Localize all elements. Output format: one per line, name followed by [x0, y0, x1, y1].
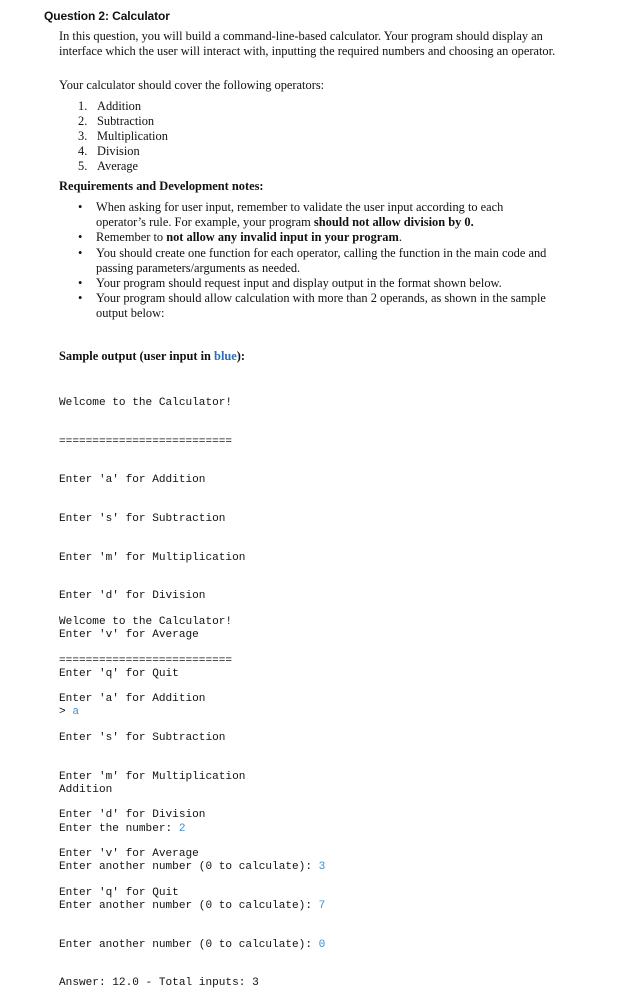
notes-list [78, 200, 548, 322]
user-input: 2 [178, 822, 186, 835]
user-input: 7 [318, 899, 326, 912]
note-text: . [398, 230, 402, 245]
menu-option: Enter 'v' for Average [59, 629, 199, 642]
item-label: Average [97, 159, 139, 173]
menu-option: Enter 'q' for Quit [59, 667, 179, 680]
note-text: When asking for user input, remember to validate the user input according to each operator’s rule. For example, your program [96, 200, 504, 230]
list-item [78, 99, 168, 114]
menu-option: Enter 'm' for Multiplication [59, 551, 246, 564]
divider-line: ========================== [59, 654, 233, 667]
sample-heading-prefix: Sample output (user input in [59, 349, 215, 363]
input-prompt: Enter the number: [59, 822, 179, 835]
item-label: Subtraction [97, 114, 155, 128]
menu-option: Enter 's' for Subtraction [59, 512, 226, 525]
item-number: 2. [78, 114, 88, 128]
item-label: Multiplication [97, 129, 168, 143]
menu-option: Enter 'a' for Addition [59, 693, 206, 706]
operation-name: Addition [59, 783, 113, 796]
operators-list [78, 99, 168, 174]
input-prompt: Enter another number (0 to calculate): [59, 938, 319, 951]
menu-option: Enter 's' for Subtraction [59, 731, 226, 744]
item-number: 3. [78, 129, 88, 143]
user-input: a [72, 706, 79, 719]
list-item [78, 129, 168, 144]
menu-option: Enter 'q' for Quit [59, 886, 179, 899]
sample-heading [59, 349, 559, 364]
input-prompt: Enter another number (0 to calculate): [59, 899, 319, 912]
note-emphasis: should not allow division by 0. [313, 215, 474, 230]
list-item [78, 114, 168, 129]
sample-heading-suffix: ): [236, 349, 246, 363]
prompt-symbol: > [59, 706, 73, 719]
item-number: 5. [78, 159, 88, 173]
menu-option: Enter 'd' for Division [59, 590, 206, 603]
item-label: Addition [97, 99, 142, 113]
sample-output-block-2 [59, 590, 245, 913]
menu-option: Enter 'm' for Multiplication [59, 770, 246, 783]
note-emphasis: not allow any invalid input in your program [166, 230, 399, 245]
note-item [78, 200, 548, 230]
bullet-icon: • [78, 291, 83, 306]
item-label: Division [97, 144, 140, 158]
note-item [78, 230, 548, 245]
requirements-title: Requirements and Development notes: [59, 179, 264, 193]
intro-paragraph: In this question, you will build a command-line-based calculator. Your program should display an interface which the user will interact with, inputting the required numbers and choosing an operator. [59, 29, 556, 59]
input-prompt: Enter another number (0 to calculate): [59, 861, 319, 874]
welcome-line: Welcome to the Calculator! [59, 396, 233, 409]
note-item [78, 246, 548, 276]
note-item [78, 276, 548, 291]
menu-option: Enter 'd' for Division [59, 809, 206, 822]
item-number: 1. [78, 99, 88, 113]
note-text: Your program should request input and display output in the format shown below. [96, 276, 502, 291]
note-item [78, 291, 548, 321]
note-text: Remember to [96, 230, 167, 245]
user-input: 3 [318, 861, 326, 874]
menu-option: Enter 'v' for Average [59, 848, 199, 861]
answer-line: Answer: 12.0 - Total inputs: 3 [59, 977, 259, 990]
question-heading: Question 2: Calculator [44, 9, 170, 23]
menu-option: Enter 'a' for Addition [59, 474, 206, 487]
bullet-icon: • [78, 276, 83, 291]
note-text: You should create one function for each operator, calling the function in the main code and passing parameters/arguments as needed. [96, 245, 547, 275]
sample-heading-blue-word: blue [214, 349, 237, 363]
user-input: 0 [318, 938, 326, 951]
divider-line: ========================== [59, 435, 233, 448]
item-number: 4. [78, 144, 88, 158]
list-item [78, 144, 168, 159]
note-text: Your program should allow calculation with more than 2 operands, as shown in the sample output below: [96, 291, 546, 321]
welcome-line: Welcome to the Calculator! [59, 615, 233, 628]
bullet-icon: • [78, 245, 83, 260]
bullet-icon: • [78, 200, 83, 214]
bullet-icon: • [78, 230, 83, 245]
input-line [59, 939, 325, 952]
list-item [78, 159, 168, 174]
cover-text: Your calculator should cover the following operators: [59, 78, 325, 92]
